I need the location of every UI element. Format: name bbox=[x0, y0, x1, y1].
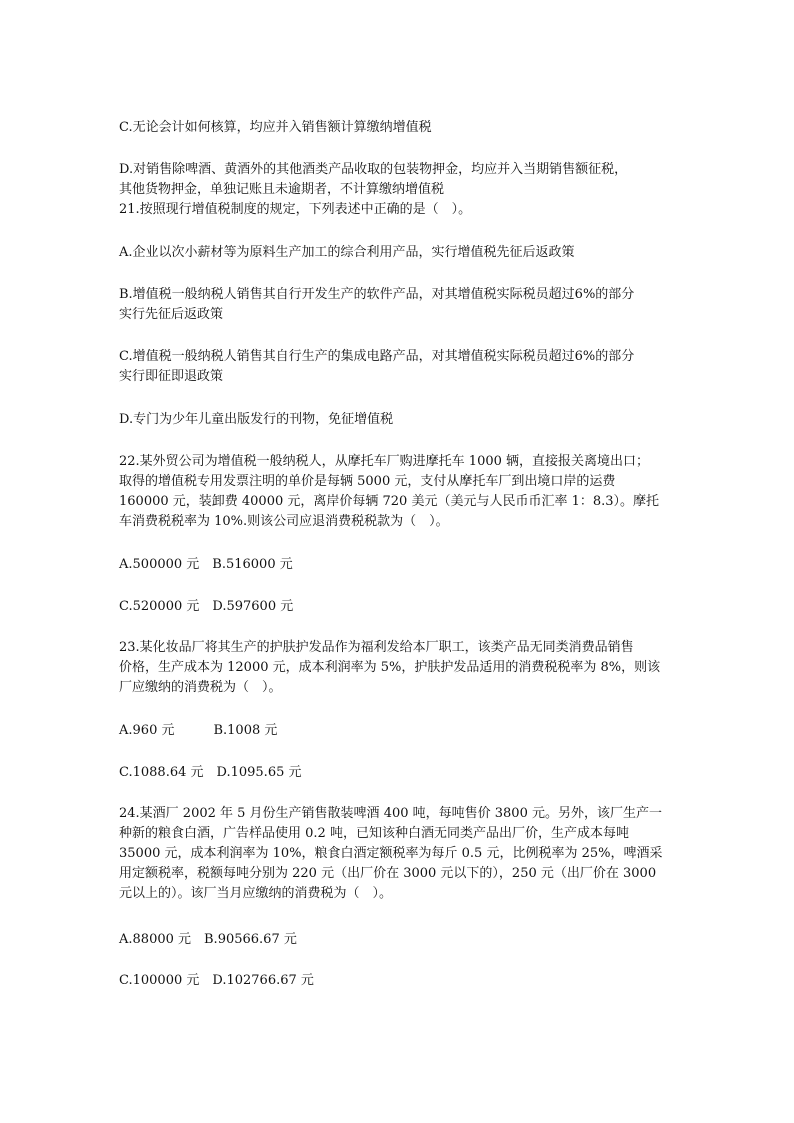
text-line: 其他货物押金，单独记账且未逾期者，不计算缴纳增值税 bbox=[119, 182, 445, 197]
options-22ab bbox=[119, 555, 679, 575]
text-line: D.专门为少年儿童出版发行的刊物，免征增值税 bbox=[119, 412, 394, 427]
text-line: 实行先征后返政策 bbox=[119, 307, 224, 322]
options-22cd bbox=[119, 597, 679, 617]
text-line: 元以上的）。该厂当月应缴纳的消费税为（ ）。 bbox=[119, 886, 393, 901]
text-line: 35000 元，成本利润率为 10%，粮食白酒定额税率为每斤 0.5 元，比例税率为 25%，啤酒采 bbox=[119, 846, 663, 861]
options-23ab bbox=[119, 721, 679, 741]
question-23 bbox=[119, 638, 679, 698]
text-line: C.无论会计如何核算，均应并入销售额计算缴纳增值税 bbox=[119, 120, 432, 135]
option-21b bbox=[119, 285, 679, 325]
text-line: 厂应缴纳的消费税为（ ）。 bbox=[119, 680, 282, 695]
text-line: 22.某外贸公司为增值税一般纳税人，从摩托车厂购进摩托车 1000 辆，直接报关离境出口； bbox=[119, 454, 650, 469]
text-line: C.增值税一般纳税人销售其自行生产的集成电路产品，对其增值税实际税员超过6%的部分 bbox=[119, 349, 635, 364]
text-line: 价格，生产成本为 12000 元，成本利润率为 5%，护肤护发品适用的消费税税率为 8%，则该 bbox=[119, 660, 661, 675]
option-21d bbox=[119, 410, 679, 430]
option-21a bbox=[119, 243, 679, 263]
options-24ab bbox=[119, 930, 679, 950]
text-line: 车消费税税率为 10%.则该公司应退消费税税款为（ ）。 bbox=[119, 514, 449, 529]
question-22 bbox=[119, 452, 679, 532]
text-line: C.1088.64 元 D.1095.65 元 bbox=[119, 765, 302, 780]
option-20c bbox=[119, 118, 679, 138]
text-line: 160000 元，装卸费 40000 元，离岸价每辆 720 美元（美元与人民币币汇率 1：8.3）。摩托 bbox=[119, 494, 660, 509]
text-line: A.500000 元 B.516000 元 bbox=[119, 557, 293, 572]
options-23cd bbox=[119, 763, 679, 783]
text-line: C.100000 元 D.102766.67 元 bbox=[119, 973, 314, 988]
text-line: 取得的增值税专用发票注明的单价是每辆 5000 元，支付从摩托车厂到出境口岸的运费 bbox=[119, 474, 616, 489]
question-24 bbox=[119, 804, 679, 904]
text-line: 23.某化妆品厂将其生产的护肤护发品作为福利发给本厂职工，该类产品无同类消费品销售 bbox=[119, 640, 634, 655]
text-line: 种新的粮食白酒，广告样品使用 0.2 吨，已知该种白酒无同类产品出厂价，生产成本每吨 bbox=[119, 826, 629, 841]
text-line: A.960 元 B.1008 元 bbox=[119, 723, 278, 738]
text-line: C.520000 元 D.597600 元 bbox=[119, 599, 294, 614]
text-line: B.增值税一般纳税人销售其自行开发生产的软件产品，对其增值税实际税员超过6%的部分 bbox=[119, 287, 635, 302]
option-20d-and-question-21 bbox=[119, 160, 679, 220]
text-line: 用定额税率，税额每吨分别为 220 元（出厂价在 3000 元以下的），250 元（出厂价在 3000 bbox=[119, 866, 657, 881]
question-21: 21.按照现行增值税制度的规定，下列表述中正确的是（ ）。 bbox=[119, 202, 472, 217]
options-24cd bbox=[119, 971, 679, 991]
option-21c bbox=[119, 347, 679, 387]
text-line: A.88000 元 B.90566.67 元 bbox=[119, 932, 297, 947]
text-line: 实行即征即退政策 bbox=[119, 369, 224, 384]
text-line: D.对销售除啤酒、黄酒外的其他酒类产品收取的包装物押金，均应并入当期销售额征税， bbox=[119, 162, 628, 177]
text-line: A.企业以次小薪材等为原料生产加工的综合利用产品，实行增值税先征后返政策 bbox=[119, 245, 575, 260]
text-line: 24.某酒厂 2002 年 5 月份生产销售散装啤酒 400 吨，每吨售价 3800 元。另外，该厂生产一 bbox=[119, 806, 662, 821]
